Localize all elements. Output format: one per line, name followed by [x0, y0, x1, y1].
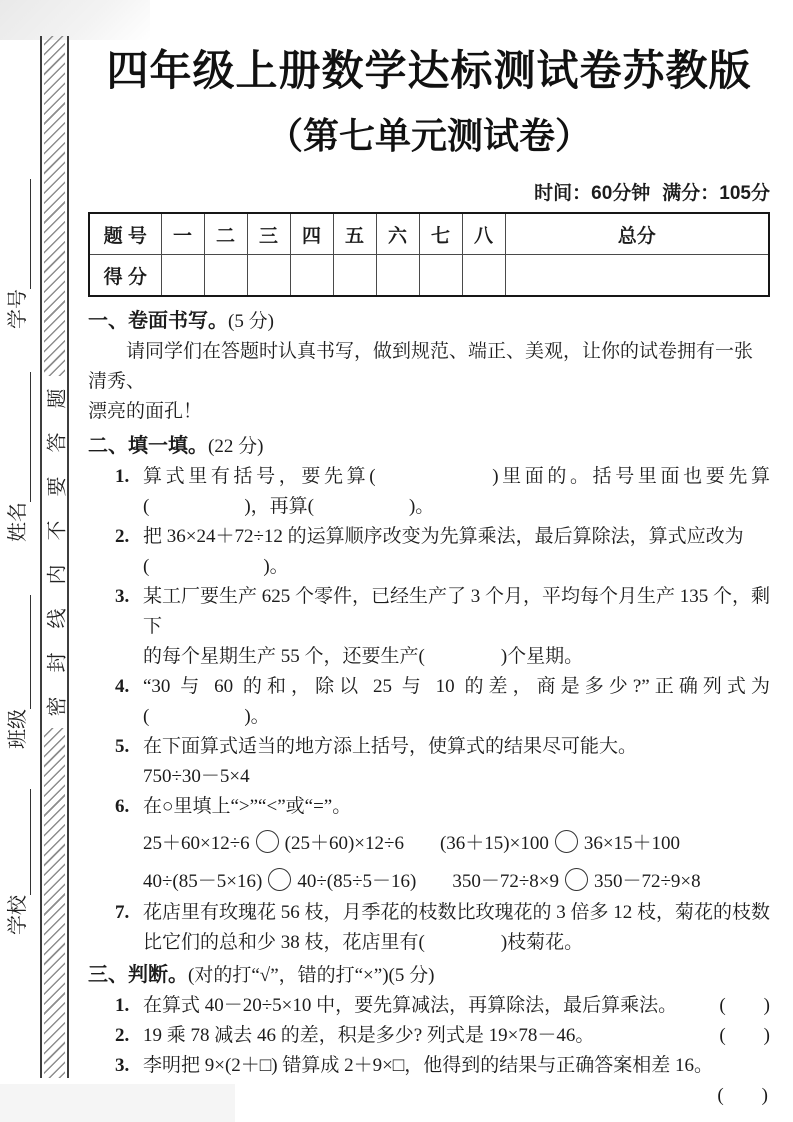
student-number-field-label: 学号 [7, 289, 29, 329]
comparison-pair [452, 866, 700, 893]
question-text: 在算式 40－20÷5×10 中，要先算减法，再算除法，最后算乘法。 [143, 995, 678, 1016]
student-number-field-line[interactable] [6, 179, 31, 289]
expression-left: 40÷(85－5×16) [143, 870, 263, 892]
expression-left: 350－72÷8×9 [452, 870, 559, 892]
seal-char [42, 640, 67, 684]
name-field-label: 姓名 [7, 502, 29, 542]
seal-char [42, 464, 67, 508]
school-field-line[interactable] [6, 789, 31, 895]
class-field-line[interactable] [6, 595, 31, 709]
question-number: 3. [115, 1055, 130, 1076]
question-text: 花店里有玫瑰花 56 枝，月季花的枝数比玫瑰花的 3 倍多 12 枝，菊花的枝数 [143, 902, 771, 923]
seal-hatch-bottom [44, 728, 65, 1078]
question-2-3-continuation: 的每个星期生产 55 个，还要生产( )个星期。 [143, 646, 584, 667]
column-5: 五 [333, 213, 376, 255]
comparison-pair [143, 866, 416, 893]
section-3-instruction: (对的打“√”，错的打“×”)(5 分) [188, 965, 435, 986]
full-score: 满分：105分 [662, 183, 770, 204]
comparison-circle[interactable] [565, 868, 588, 891]
seal-char [42, 596, 67, 640]
question-2-2 [88, 522, 770, 552]
question-number: 1. [115, 466, 130, 487]
seal-line-strip [40, 36, 69, 1078]
judge-question-3-answer[interactable]: ( ) [717, 1085, 768, 1106]
question-text: 把 36×24＋72÷12 的运算顺序改变为先算乘法，最后算除法，算式应改为 [143, 526, 744, 547]
score-input-cell[interactable] [333, 255, 376, 297]
question-text: “30 与 60 的和，除以 25 与 10 的差，商是多少?”正确列式为 [143, 676, 770, 697]
class-field-label: 班级 [7, 709, 29, 749]
section-1-paragraph-line-2: 漂亮的面孔！ [88, 401, 203, 422]
score-table-score-row [89, 255, 769, 297]
column-3: 三 [247, 213, 290, 255]
main-content [88, 0, 770, 1111]
question-number: 7. [115, 902, 130, 923]
question-text: 某工厂要生产 625 个零件，已经生产了 3 个月，平均每个月生产 135 个，剩下 [143, 586, 771, 637]
time-limit: 时间：60分钟 [534, 183, 651, 204]
column-1: 一 [161, 213, 204, 255]
expression-right: 40÷(85÷5－16) [297, 870, 417, 892]
score-table [88, 212, 770, 297]
score-input-cell[interactable] [376, 255, 419, 297]
seal-char-glyph: 答 [46, 432, 68, 452]
judge-question-3 [88, 1051, 770, 1081]
seal-char-glyph: 要 [46, 476, 68, 496]
score-input-cell[interactable] [505, 255, 769, 297]
seal-char-glyph: 不 [46, 520, 68, 540]
seal-char [42, 508, 67, 552]
question-number-label: 题 号 [89, 213, 161, 255]
question-2-2-continuation[interactable]: ( )。 [143, 556, 289, 577]
question-2-1 [88, 462, 770, 492]
question-2-4 [88, 672, 770, 702]
seal-char-glyph: 密 [46, 696, 68, 716]
judge-question-2 [88, 1021, 770, 1051]
question-2-3 [88, 582, 770, 642]
question-2-4-continuation[interactable]: ( )。 [143, 706, 270, 727]
comparison-circle[interactable] [256, 830, 279, 853]
question-number: 3. [115, 586, 130, 607]
question-number: 4. [115, 676, 130, 697]
question-number: 1. [115, 995, 130, 1016]
seal-char-glyph: 内 [46, 564, 68, 584]
section-2-heading [88, 431, 770, 462]
school-field-label: 学校 [7, 895, 29, 935]
score-input-cell[interactable] [204, 255, 247, 297]
column-8: 八 [462, 213, 505, 255]
score-input-cell[interactable] [419, 255, 462, 297]
seal-char-glyph: 封 [46, 652, 68, 672]
score-input-cell[interactable] [462, 255, 505, 297]
question-2-5-expression: 750÷30－5×4 [143, 766, 250, 787]
expression-left: 25＋60×12÷6 [143, 832, 250, 854]
name-field-line[interactable] [6, 372, 31, 502]
score-input-cell[interactable] [161, 255, 204, 297]
question-number: 2. [115, 1025, 130, 1046]
comparison-pair [440, 828, 680, 855]
comparison-circle[interactable] [268, 868, 291, 891]
question-text: 19 乘 78 减去 46 的差，积是多少? 列式是 19×78－46。 [143, 1025, 595, 1046]
score-label: 得 分 [89, 255, 161, 297]
seal-char [42, 552, 67, 596]
expression-right: 36×15＋100 [583, 832, 681, 854]
seal-hatch-top [44, 36, 65, 376]
exam-meta [88, 183, 770, 205]
section-3-heading [88, 960, 770, 991]
exam-subtitle: （第七单元测试卷） [266, 115, 591, 156]
question-2-1-continuation[interactable]: ( )，再算( )。 [143, 496, 435, 517]
seal-char-glyph: 题 [46, 388, 68, 408]
seal-char [42, 376, 67, 420]
question-2-7-continuation: 比它们的总和少 38 枝，花店里有( )枝菊花。 [143, 932, 584, 953]
section-2-title: 二、填一填。 [88, 435, 208, 457]
question-2-5 [88, 732, 770, 762]
expression-left: (36＋15)×100 [439, 832, 549, 854]
exam-title: 四年级上册数学达标测试卷苏教版 [106, 47, 752, 94]
question-number: 2. [115, 526, 130, 547]
question-text: 算式里有括号，要先算( )里面的。括号里面也要先算 [143, 466, 770, 487]
seal-char-glyph: 线 [46, 608, 68, 628]
comparison-row-1 [88, 822, 770, 860]
score-input-cell[interactable] [290, 255, 333, 297]
expression-right: (25＋60)×12÷6 [284, 832, 404, 854]
judge-answer-blank[interactable]: ( ) [719, 995, 770, 1016]
student-info-fields [6, 135, 31, 935]
column-4: 四 [290, 213, 333, 255]
column-7: 七 [419, 213, 462, 255]
question-text: 在○里填上“>”“<”或“=”。 [143, 796, 352, 817]
seal-char [42, 684, 67, 728]
comparison-row-2 [88, 860, 770, 898]
score-input-cell[interactable] [247, 255, 290, 297]
question-number: 6. [115, 796, 130, 817]
question-2-7 [88, 898, 770, 928]
column-6: 六 [376, 213, 419, 255]
comparison-pair [143, 828, 404, 855]
section-1-heading [88, 306, 770, 337]
section-1-paragraph-line-1: 请同学们在答题时认真书写，做到规范、端正、美观，让你的试卷拥有一张清秀、 [88, 341, 754, 392]
section-1-points: (5 分) [228, 311, 274, 332]
section-1-title: 一、卷面书写。 [88, 310, 228, 332]
seal-char [42, 420, 67, 464]
question-text: 李明把 9×(2＋□) 错算成 2＋9×□，他得到的结果与正确答案相差 16。 [143, 1055, 714, 1076]
question-2-6 [88, 792, 770, 822]
question-number: 5. [115, 736, 130, 757]
section-2-points: (22 分) [208, 436, 264, 457]
comparison-circle[interactable] [555, 830, 578, 853]
section-3-title: 三、判断。 [88, 964, 188, 986]
total-score-label: 总分 [505, 213, 769, 255]
score-table-header-row [89, 213, 769, 255]
question-text: 在下面算式适当的地方添上括号，使算式的结果尽可能大。 [143, 736, 638, 757]
judge-answer-blank[interactable]: ( ) [719, 1025, 770, 1046]
expression-right: 350－72÷9×8 [593, 870, 701, 892]
column-2: 二 [204, 213, 247, 255]
judge-question-1 [88, 991, 770, 1021]
